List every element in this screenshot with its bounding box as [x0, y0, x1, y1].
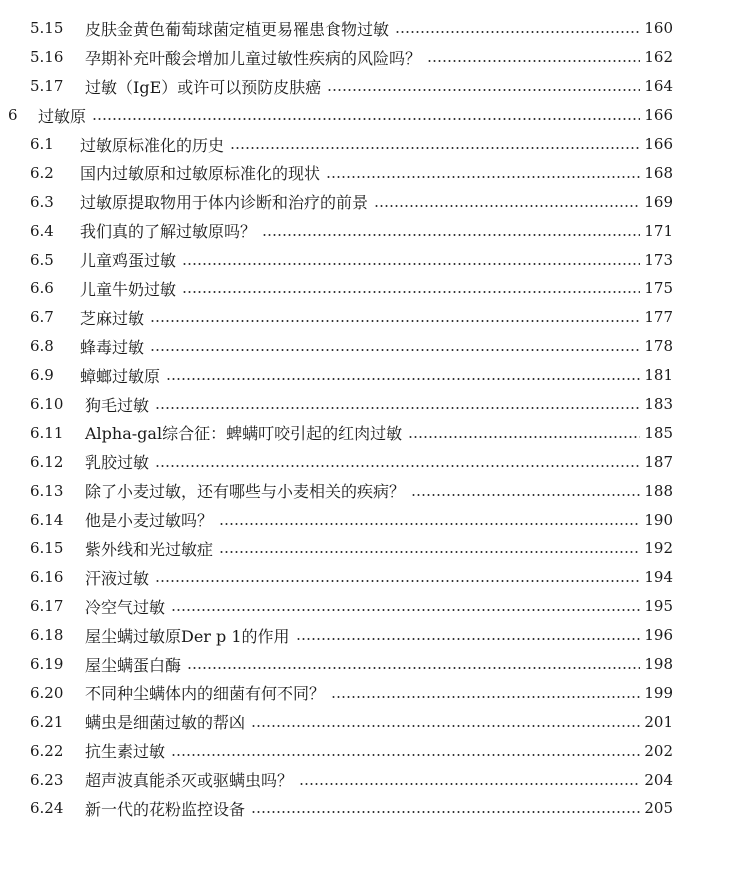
entry-title: 孕期补充叶酸会增加儿童过敏性疾病的风险吗？ — [85, 48, 422, 68]
toc-entry[interactable] — [0, 678, 730, 707]
entry-title: 狗毛过敏 — [85, 395, 150, 415]
entry-page: 169 — [644, 192, 673, 211]
dot-leader — [150, 349, 640, 351]
dot-leader — [171, 609, 640, 611]
dot-leader — [251, 811, 640, 813]
entry-page: 160 — [644, 19, 673, 38]
toc-entry[interactable] — [0, 650, 730, 679]
dot-leader — [182, 291, 640, 293]
entry-number: 6.22 — [30, 741, 64, 760]
toc-entry[interactable] — [0, 418, 730, 447]
entry-page: 162 — [644, 48, 673, 67]
entry-number: 6.20 — [30, 683, 64, 702]
entry-page: 164 — [644, 77, 673, 96]
toc-entry[interactable] — [0, 43, 730, 72]
dot-leader — [92, 118, 640, 120]
toc-entry[interactable] — [0, 245, 730, 274]
entry-title: 皮肤金黄色葡萄球菌定植更易罹患食物过敏 — [85, 19, 390, 39]
toc-entry[interactable] — [0, 447, 730, 476]
entry-page: 198 — [644, 655, 673, 674]
toc-entry[interactable] — [0, 476, 730, 505]
entry-page: 173 — [644, 250, 673, 269]
entry-title: 过敏（IgE）或许可以预防皮肤癌 — [85, 77, 322, 97]
toc-entry[interactable] — [0, 505, 730, 534]
entry-number: 6.17 — [30, 597, 64, 616]
dot-leader — [230, 147, 640, 149]
toc-entry[interactable] — [0, 621, 730, 650]
entry-title: 我们真的了解过敏原吗？ — [80, 222, 257, 242]
entry-title: 新一代的花粉监控设备 — [85, 799, 246, 819]
entry-title: 螨虫是细菌过敏的帮凶 — [85, 713, 246, 733]
toc-entry[interactable] — [0, 390, 730, 419]
entry-title: 国内过敏原和过敏原标准化的现状 — [80, 164, 321, 184]
entry-number: 6.9 — [30, 366, 54, 385]
entry-page: 185 — [644, 423, 673, 442]
entry-page: 190 — [644, 510, 673, 529]
entry-number: 5.17 — [30, 77, 64, 96]
entry-page: 195 — [644, 597, 673, 616]
entry-title: 他是小麦过敏吗？ — [85, 511, 214, 531]
entry-title: 蟑螂过敏原 — [80, 366, 161, 386]
dot-leader — [182, 263, 640, 265]
dot-leader — [219, 551, 640, 553]
toc-entry[interactable] — [0, 303, 730, 332]
dot-leader — [155, 465, 640, 467]
dot-leader — [427, 60, 640, 62]
entry-page: 202 — [644, 741, 673, 760]
entry-number: 6.5 — [30, 250, 54, 269]
entry-page: 196 — [644, 626, 673, 645]
entry-title: 不同种尘螨体内的细菌有何不同？ — [85, 684, 326, 704]
entry-number: 6.4 — [30, 221, 54, 240]
dot-leader — [327, 89, 640, 91]
toc-entry[interactable] — [0, 361, 730, 390]
entry-number: 6.14 — [30, 510, 64, 529]
entry-page: 205 — [644, 799, 673, 818]
entry-number: 6.8 — [30, 337, 54, 356]
entry-page: 177 — [644, 308, 673, 327]
entry-number: 6.23 — [30, 770, 64, 789]
dot-leader — [331, 696, 640, 698]
toc-entry[interactable] — [0, 736, 730, 765]
entry-page: 181 — [644, 366, 673, 385]
entry-number: 6.13 — [30, 481, 64, 500]
entry-number: 6.3 — [30, 192, 54, 211]
entry-page: 178 — [644, 337, 673, 356]
dot-leader — [251, 725, 640, 727]
toc-entry[interactable] — [0, 158, 730, 187]
entry-page: 187 — [644, 452, 673, 471]
dot-leader — [155, 580, 640, 582]
entry-number: 6.2 — [30, 163, 54, 182]
entry-number: 6.10 — [30, 395, 64, 414]
entry-page: 194 — [644, 568, 673, 587]
entry-title: 超声波真能杀灭或驱螨虫吗？ — [85, 771, 294, 791]
entry-page: 199 — [644, 683, 673, 702]
entry-title: 紫外线和光过敏症 — [85, 539, 214, 559]
entry-number: 6.1 — [30, 135, 54, 153]
toc-entry[interactable] — [0, 274, 730, 303]
entry-number: 6.7 — [30, 308, 54, 327]
entry-number: 6.12 — [30, 452, 64, 471]
entry-number: 5.16 — [30, 48, 64, 67]
chapter-number: 6 — [8, 106, 18, 125]
toc-entry[interactable] — [0, 72, 730, 101]
dot-leader — [150, 320, 640, 322]
dot-leader — [166, 378, 640, 380]
entry-page: 188 — [644, 481, 673, 500]
chapter-title: 过敏原 — [38, 106, 87, 126]
entry-title: Alpha-gal综合征：蜱螨叮咬引起的红肉过敏 — [85, 424, 403, 444]
dot-leader — [326, 176, 640, 178]
entry-title: 汗液过敏 — [85, 568, 150, 588]
dot-leader — [187, 667, 640, 669]
entry-page: 168 — [644, 163, 673, 182]
entry-number: 6.24 — [30, 799, 64, 818]
entry-title: 儿童鸡蛋过敏 — [80, 251, 177, 271]
entry-title: 屋尘螨过敏原Der p 1的作用 — [85, 626, 290, 646]
entry-page: 175 — [644, 279, 673, 298]
dot-leader — [299, 783, 640, 785]
entry-page: 166 — [644, 106, 673, 125]
dot-leader — [374, 205, 640, 207]
table-of-contents — [0, 14, 730, 823]
entry-number: 6.19 — [30, 655, 64, 674]
dot-leader — [219, 523, 640, 525]
dot-leader — [408, 436, 640, 438]
entry-number: 6.15 — [30, 539, 64, 558]
toc-entry[interactable] — [0, 794, 730, 823]
toc-entry[interactable] — [0, 130, 730, 159]
entry-number: 6.18 — [30, 626, 64, 645]
entry-title: 过敏原标准化的历史 — [80, 135, 225, 155]
toc-entry[interactable] — [0, 592, 730, 621]
toc-entry[interactable] — [0, 14, 730, 43]
entry-page: 171 — [644, 221, 673, 240]
dot-leader — [262, 234, 640, 236]
entry-number: 6.21 — [30, 712, 64, 731]
toc-entry[interactable] — [0, 187, 730, 216]
dot-leader — [155, 407, 640, 409]
entry-number: 6.11 — [30, 423, 64, 442]
entry-title: 抗生素过敏 — [85, 742, 166, 762]
dot-leader — [171, 754, 640, 756]
toc-chapter-entry[interactable] — [0, 101, 730, 130]
toc-entry[interactable] — [0, 216, 730, 245]
entry-page: 166 — [644, 135, 673, 153]
dot-leader — [411, 494, 640, 496]
entry-number: 5.15 — [30, 19, 64, 38]
entry-number: 6.16 — [30, 568, 64, 587]
entry-title: 除了小麦过敏，还有哪些与小麦相关的疾病？ — [85, 482, 406, 502]
entry-title: 儿童牛奶过敏 — [80, 279, 177, 299]
dot-leader — [395, 31, 640, 33]
toc-entry[interactable] — [0, 707, 730, 736]
entry-page: 201 — [644, 712, 673, 731]
entry-number: 6.6 — [30, 279, 54, 298]
toc-entry[interactable] — [0, 563, 730, 592]
entry-page: 204 — [644, 770, 673, 789]
entry-page: 192 — [644, 539, 673, 558]
entry-title: 冷空气过敏 — [85, 597, 166, 617]
entry-title: 芝麻过敏 — [80, 308, 145, 328]
entry-title: 蜂毒过敏 — [80, 337, 145, 357]
entry-title: 屋尘螨蛋白酶 — [85, 655, 182, 675]
toc-entry[interactable] — [0, 332, 730, 361]
toc-entry[interactable] — [0, 534, 730, 563]
entry-title: 过敏原提取物用于体内诊断和治疗的前景 — [80, 193, 369, 213]
dot-leader — [296, 638, 641, 640]
entry-page: 183 — [644, 395, 673, 414]
entry-title: 乳胶过敏 — [85, 453, 150, 473]
toc-entry[interactable] — [0, 765, 730, 794]
